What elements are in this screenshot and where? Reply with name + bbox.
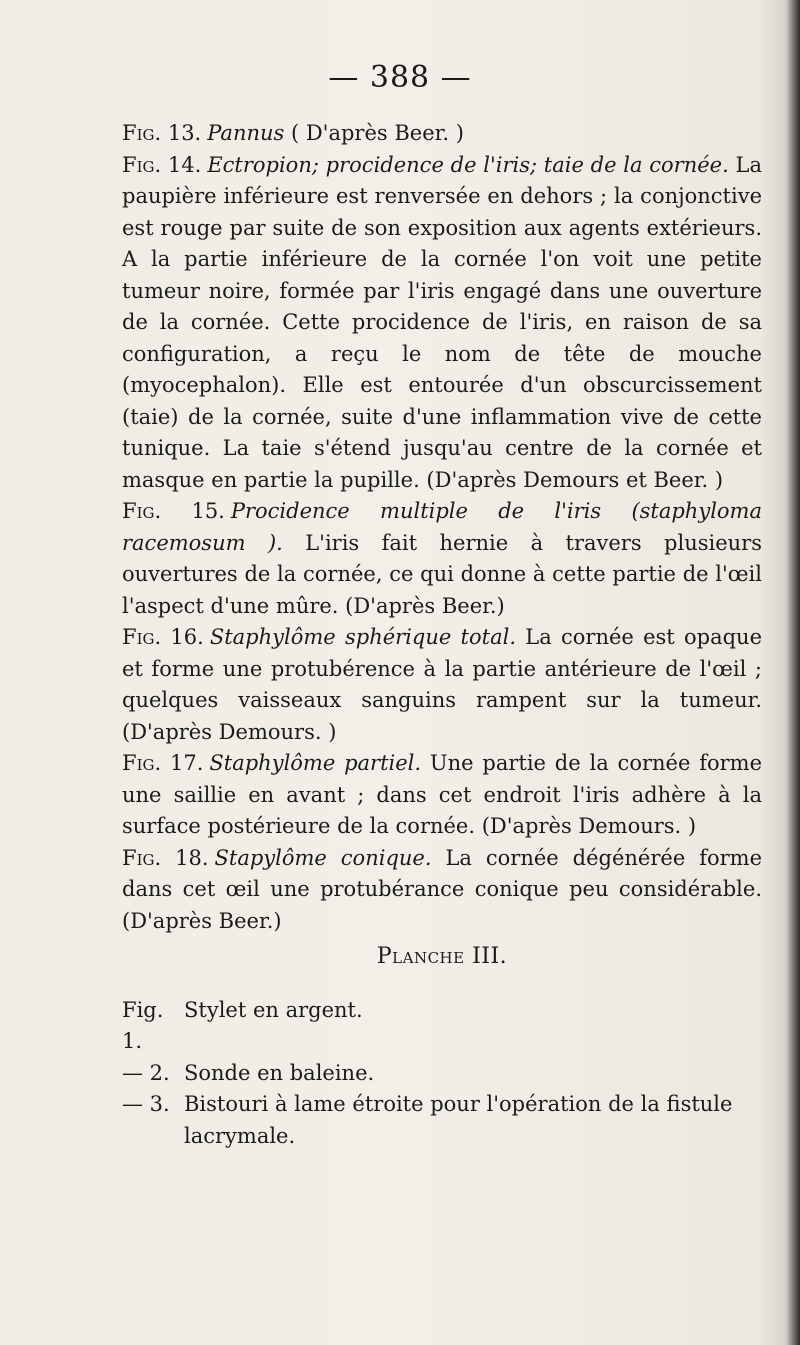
figure-text: La cornée dégénérée forme dans cet œil une protubérance conique peu considérable. (D'après Beer.) bbox=[122, 845, 762, 933]
figure-title: Pannus bbox=[207, 121, 285, 145]
figure-caption-15 bbox=[122, 496, 762, 622]
figure-caption-16 bbox=[122, 622, 762, 748]
figure-caption-17 bbox=[122, 748, 762, 843]
figure-title: Ectropion; procidence de l'iris; taie de la cornée. bbox=[207, 152, 729, 177]
figure-text: L'iris fait hernie à travers plusieurs ouvertures de la cornée, ce qui donne à cette partie de l'œil l'aspect d'une mûre. (D'après Beer.) bbox=[122, 530, 762, 618]
page-number: — 388 — bbox=[328, 60, 472, 95]
figure-label: Fig. 18. bbox=[122, 845, 209, 870]
figure-caption-18 bbox=[122, 843, 762, 938]
figure-title: Staphylôme sphérique total. bbox=[209, 625, 516, 649]
plate-item-prefix: — 2. bbox=[122, 1060, 170, 1085]
figure-label: Fig. 15. bbox=[122, 499, 225, 523]
figure-text: Une partie de la cornée forme une saillie en avant ; dans cet endroit l'iris adhère à la surface postérieure de la cornée. (D'après Demours. ) bbox=[122, 751, 763, 838]
figure-label: Fig. 16. bbox=[122, 625, 204, 649]
figure-label: Fig. 17. bbox=[122, 751, 204, 775]
figure-caption-14 bbox=[122, 150, 762, 497]
plate-item bbox=[122, 1089, 762, 1152]
figure-caption-13 bbox=[122, 118, 762, 150]
figure-title: Stapylôme conique. bbox=[214, 845, 432, 870]
plate-item-text: Sonde en baleine. bbox=[184, 1060, 375, 1085]
figure-label: Fig. 14. bbox=[122, 152, 202, 177]
plate-item-prefix: Fig. 1. bbox=[122, 997, 164, 1053]
figure-title: Staphylôme partiel. bbox=[209, 751, 422, 775]
plate-item-text: Bistouri à lame étroite pour l'opération de la fistule lacrymale. bbox=[184, 1092, 733, 1148]
figure-text: ( D'après Beer. ) bbox=[284, 121, 464, 145]
plate-item bbox=[122, 995, 762, 1058]
figure-title: Procidence multiple de l'iris (staphyloma racemosum ). bbox=[122, 499, 762, 555]
text-body bbox=[122, 118, 762, 1152]
figure-text: La paupière inférieure est renversée en dehors ; la conjonctive est rouge par suite de son exposition aux agents extérieurs. A la partie inférieure de la cornée l'on voit une petite tumeur noire, formée par l'iris engagé dans une ouverture de la cornée. Cette procidence de l'iris, en raison de sa configuration, a reçu le nom de tête de mouche (myocephalon). Elle est entourée d'un obscurcissement (taie) de la cornée, suite d'une inflammation vive de cette tunique. La taie s'étend jusqu'au centre de la cornée et masque en partie la pupille. (D'après Demours et Beer. ) bbox=[122, 152, 762, 492]
plate-item-prefix: — 3. bbox=[122, 1092, 170, 1116]
plate-item-text: Stylet en argent. bbox=[184, 997, 363, 1022]
page-edge-shadow bbox=[786, 0, 800, 1345]
figure-label: Fig. 13. bbox=[122, 121, 202, 145]
plate-item bbox=[122, 1058, 762, 1090]
plate-heading: Planche III. bbox=[376, 944, 508, 969]
figure-text: La cornée est opaque et forme une protubérence à la partie antérieure de l'œil ; quelques vaisseaux sanguins rampent sur la tumeur. (D'après Demours. ) bbox=[122, 625, 763, 744]
